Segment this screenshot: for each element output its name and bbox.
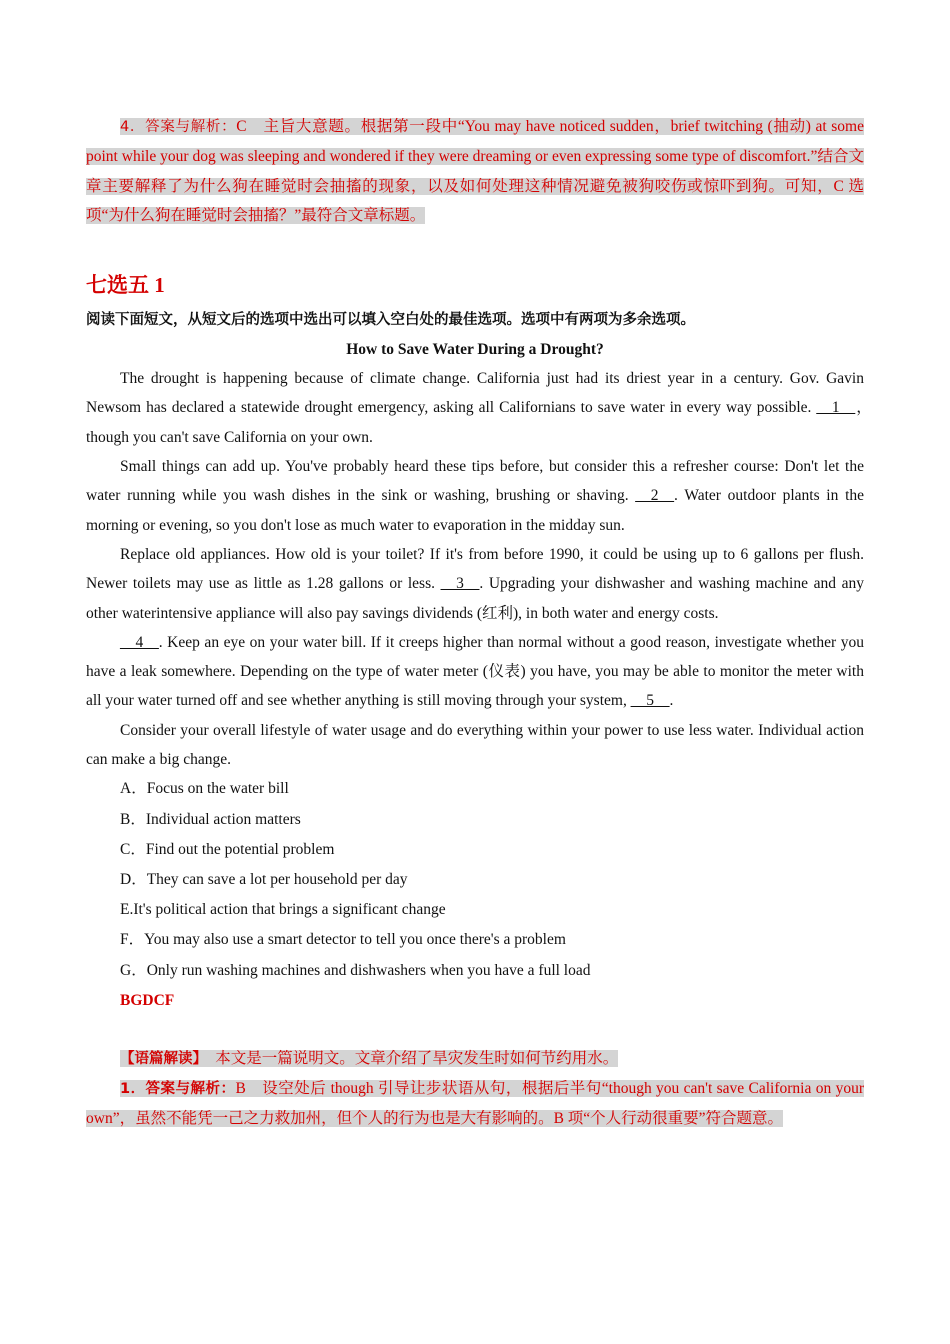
blank-2: __2__ (635, 487, 675, 505)
answer-key: BGDCF (120, 991, 175, 1009)
option-g: G．Only run washing machines and dishwashers when you have a full load (120, 961, 591, 979)
analysis-paragraph (86, 1044, 864, 1074)
blank-5: __5__ (630, 692, 670, 710)
passage-paragraph-1: The drought is happening because of climate change. California just had its driest year in a century. Gov. Gavin Newsom has declared a statewide drought emergency, asking all Californians to save water in every way possible. __1__， though you can't save California on your own. (86, 370, 880, 446)
option-a: A．Focus on the water bill (120, 780, 289, 798)
passage-title: How to Save Water During a Drought? (346, 341, 604, 359)
analysis-text: 本文是一篇说明文。文章介绍了旱灾发生时如何节约用水。 (199, 1049, 619, 1067)
section-title: 七选五 1 (86, 273, 165, 298)
prev-answer-text: C 主旨大意题。根据第一段中“You may have noticed sudden，brief twitching (抽动) at some point while your dog was sleeping and wondered if they were dreaming or even expressing some type of discomfort.”结合文章主要解释了为什么狗在睡觉时会抽搐的现象，以及如何处理这种情况避免被狗咬伤或惊吓到狗。可知，C 选项“为什么狗在睡觉时会抽搐？”最符合文章标题。 (86, 118, 864, 224)
blank-4: __4__ (120, 633, 159, 651)
option-c: C．Find out the potential problem (120, 840, 335, 858)
blank-1: __1__ (816, 399, 856, 417)
answer1-text: B 设空处后 though 引导让步状语从句，根据后半句“though you can't save California on your own”，虽然不能凭一己之力救加州，但个人的行为也是大有影响的。B 项“个人行动很重要”符合题意。 (86, 1080, 865, 1128)
option-b: B．Individual action matters (120, 810, 301, 828)
instruction: 阅读下面短文，从短文后的选项中选出可以填入空白处的最佳选项。选项中有两项为多余选项。 (86, 312, 695, 329)
document-page (86, 112, 880, 1134)
option-f: F．You may also use a smart detector to tell you once there's a problem (120, 931, 566, 949)
prev-answer-label: 4．答案与解析： (120, 119, 237, 135)
option-e: E.It's political action that brings a significant change (120, 901, 446, 919)
answer1-label: 1．答案与解析： (120, 1081, 236, 1098)
prev-answer-paragraph (86, 112, 864, 230)
blank-3: __3__ (440, 575, 480, 593)
analysis-label: 【语篇解读】 (120, 1050, 200, 1067)
option-d: D．They can save a lot per household per day (120, 870, 408, 888)
passage-paragraph-4: __4__. Keep an eye on your water bill. If it creeps higher than normal without a good reason, investigate whether you have a leak somewhere. Depending on the type of water meter (仪表) you have, you may be able to monitor the meter with all your water turned off and see whether anything is still moving through your system, __5__. (86, 633, 864, 710)
options-list (86, 774, 864, 985)
passage-paragraph-3: Replace old appliances. How old is your toilet? If it's from before 1990, it could be using up to 6 gallons per flush. Newer toilets may use as little as 1.28 gallons or less. __3__. Upgrading your dishwasher and washing machine and any other waterintensive appliance will also pay savings dividends (红利), in both water and energy costs. (86, 545, 864, 622)
passage-paragraph-5: Consider your overall lifestyle of water usage and do everything within your power to use less water. Individual action can make a big change. (86, 721, 864, 769)
passage-paragraph-2: Small things can add up. You've probably heard these tips before, but consider this a refresher course: Don't let the water running while you wash dishes in the sink or washing, brushing or shaving. __2__. Water outdoor plants in the morning or evening, so you don't lose as much water to evaporation in the midday sun. (86, 458, 864, 534)
answer1-paragraph (86, 1074, 864, 1134)
